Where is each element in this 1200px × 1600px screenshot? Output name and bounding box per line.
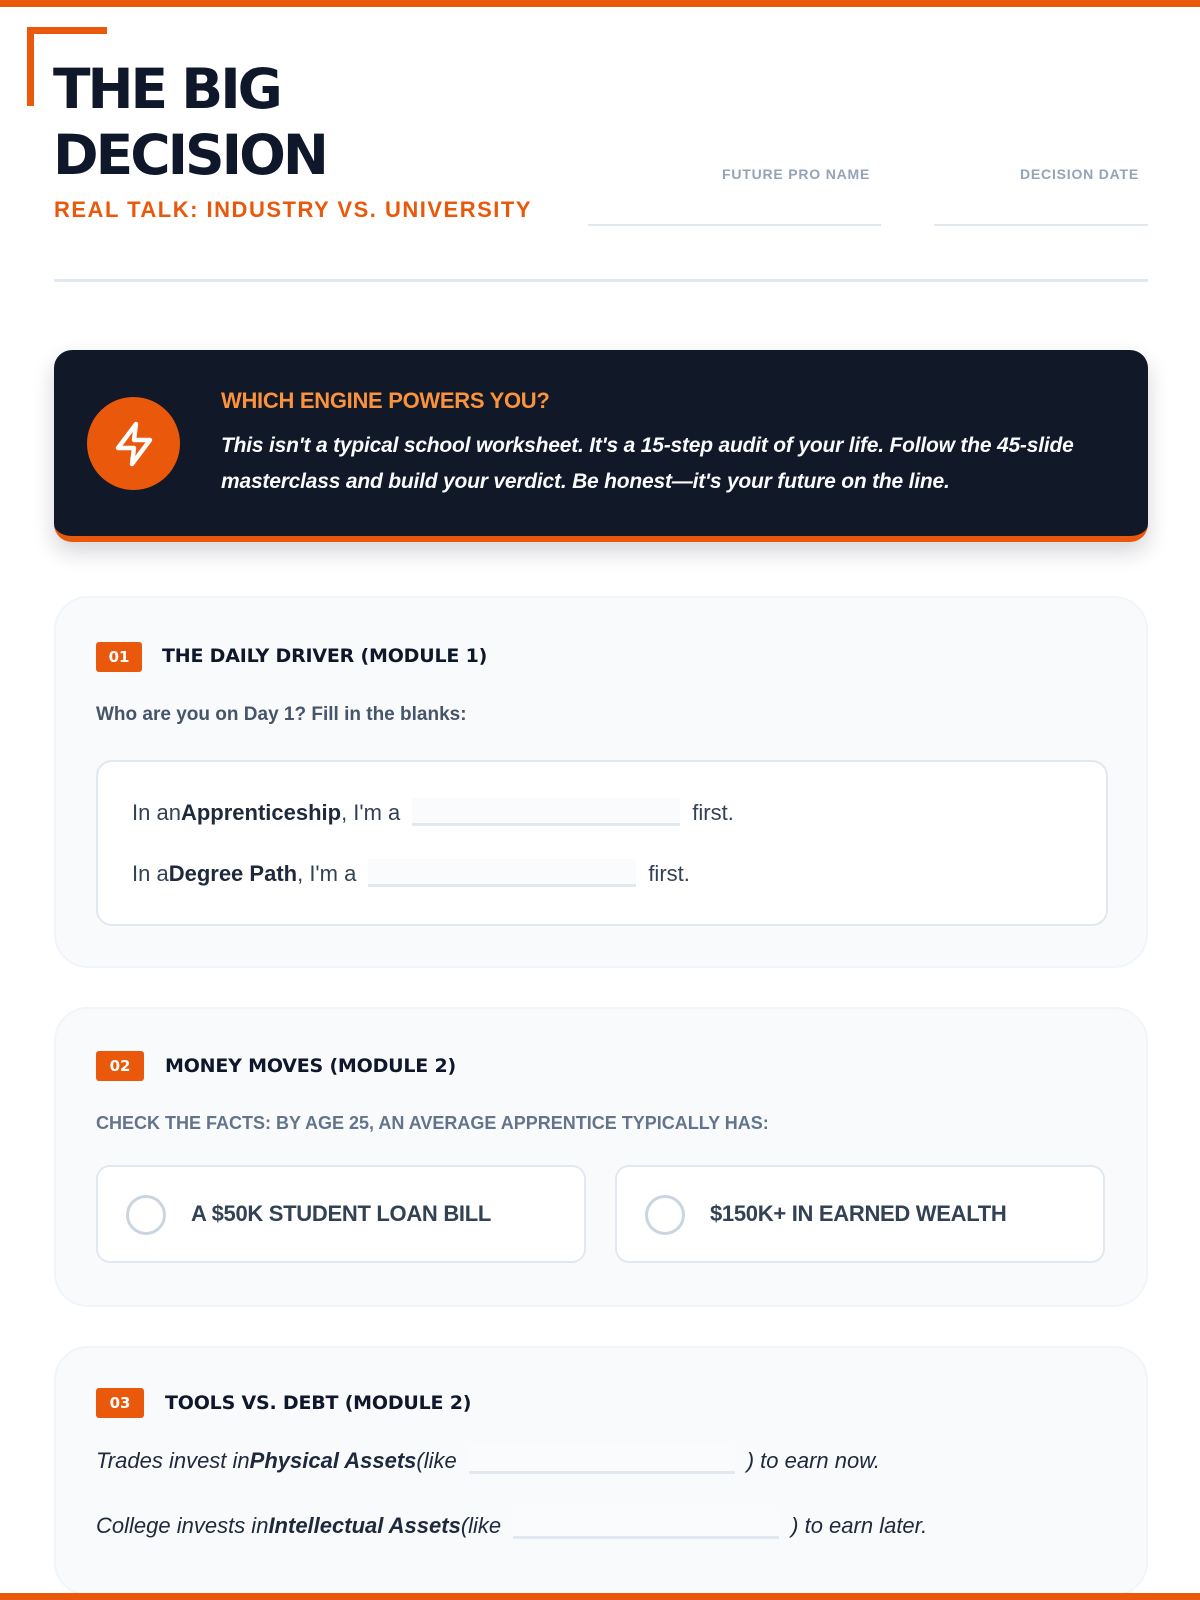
header-divider xyxy=(54,279,1148,282)
line-text: In an xyxy=(132,800,181,825)
section-title: TOOLS VS. DEBT (MODULE 2) xyxy=(165,1392,472,1414)
line-text: In a xyxy=(132,861,169,886)
bottom-accent-bar xyxy=(0,1593,1200,1600)
section-card-2 xyxy=(54,1007,1148,1307)
intro-banner xyxy=(54,350,1148,542)
fill-in-line-degree xyxy=(132,859,690,887)
section-prompt: Who are you on Day 1? Fill in the blanks: xyxy=(96,704,467,725)
line-text: , I'm a xyxy=(297,861,357,886)
banner-body: This isn't a typical school worksheet. It's a 15-step audit of your life. Follow the 45-slide masterclass and build your verdict. Be honest—it's your future on the line. xyxy=(221,434,1074,493)
section-number-badge: 03 xyxy=(96,1388,144,1418)
line-bold-term: Physical Assets xyxy=(249,1448,417,1473)
option-student-loan[interactable] xyxy=(96,1165,586,1263)
line-text: first. xyxy=(648,861,690,886)
fill-in-box xyxy=(96,760,1108,926)
page-subtitle: REAL TALK: INDUSTRY VS. UNIVERSITY xyxy=(54,197,533,222)
line-text: , I'm a xyxy=(341,800,401,825)
radio-button[interactable] xyxy=(126,1195,166,1235)
date-field-label: DECISION DATE xyxy=(1020,166,1140,182)
section-prompt: CHECK THE FACTS: BY AGE 25, AN AVERAGE APPRENTICE TYPICALLY HAS: xyxy=(96,1113,769,1133)
top-accent-bar xyxy=(0,0,1200,7)
line-text: first. xyxy=(692,800,734,825)
line-text: ) to earn later. xyxy=(791,1513,928,1538)
name-field[interactable] xyxy=(588,224,881,226)
assets-line-intellectual xyxy=(96,1511,927,1539)
assets-line-physical xyxy=(96,1446,880,1474)
title-line-2: DECISION xyxy=(53,123,326,187)
line-text: (like xyxy=(460,1513,502,1538)
lightning-bolt-icon xyxy=(87,397,180,490)
option-earned-wealth[interactable] xyxy=(615,1165,1105,1263)
section-card-1 xyxy=(54,596,1148,968)
fill-in-line-apprenticeship xyxy=(132,798,734,826)
title-line-1: THE BIG xyxy=(53,57,280,121)
section-title: THE DAILY DRIVER (MODULE 1) xyxy=(162,645,488,667)
line-text: ) to earn now. xyxy=(746,1448,881,1473)
blank-input[interactable] xyxy=(469,1446,735,1474)
section-title: MONEY MOVES (MODULE 2) xyxy=(165,1055,456,1077)
blank-input[interactable] xyxy=(513,1511,779,1539)
section-number-badge: 01 xyxy=(96,642,142,672)
section-card-3 xyxy=(54,1346,1148,1596)
radio-button[interactable] xyxy=(645,1195,685,1235)
name-field-label: FUTURE PRO NAME xyxy=(722,166,871,182)
section-number-badge: 02 xyxy=(96,1051,144,1081)
date-field[interactable] xyxy=(934,224,1148,226)
line-text: College invests in xyxy=(96,1513,269,1538)
banner-title: WHICH ENGINE POWERS YOU? xyxy=(221,388,550,413)
option-label: $150K+ IN EARNED WEALTH xyxy=(710,1201,1007,1226)
line-bold-term: Apprenticeship xyxy=(180,800,342,825)
line-bold-term: Degree Path xyxy=(168,861,298,886)
blank-input[interactable] xyxy=(412,798,680,826)
line-text: Trades invest in xyxy=(96,1448,250,1473)
line-text: (like xyxy=(416,1448,457,1473)
line-bold-term: Intellectual Assets xyxy=(268,1513,461,1538)
page-title xyxy=(53,56,326,188)
option-label: A $50K STUDENT LOAN BILL xyxy=(191,1201,492,1226)
blank-input[interactable] xyxy=(368,859,636,887)
